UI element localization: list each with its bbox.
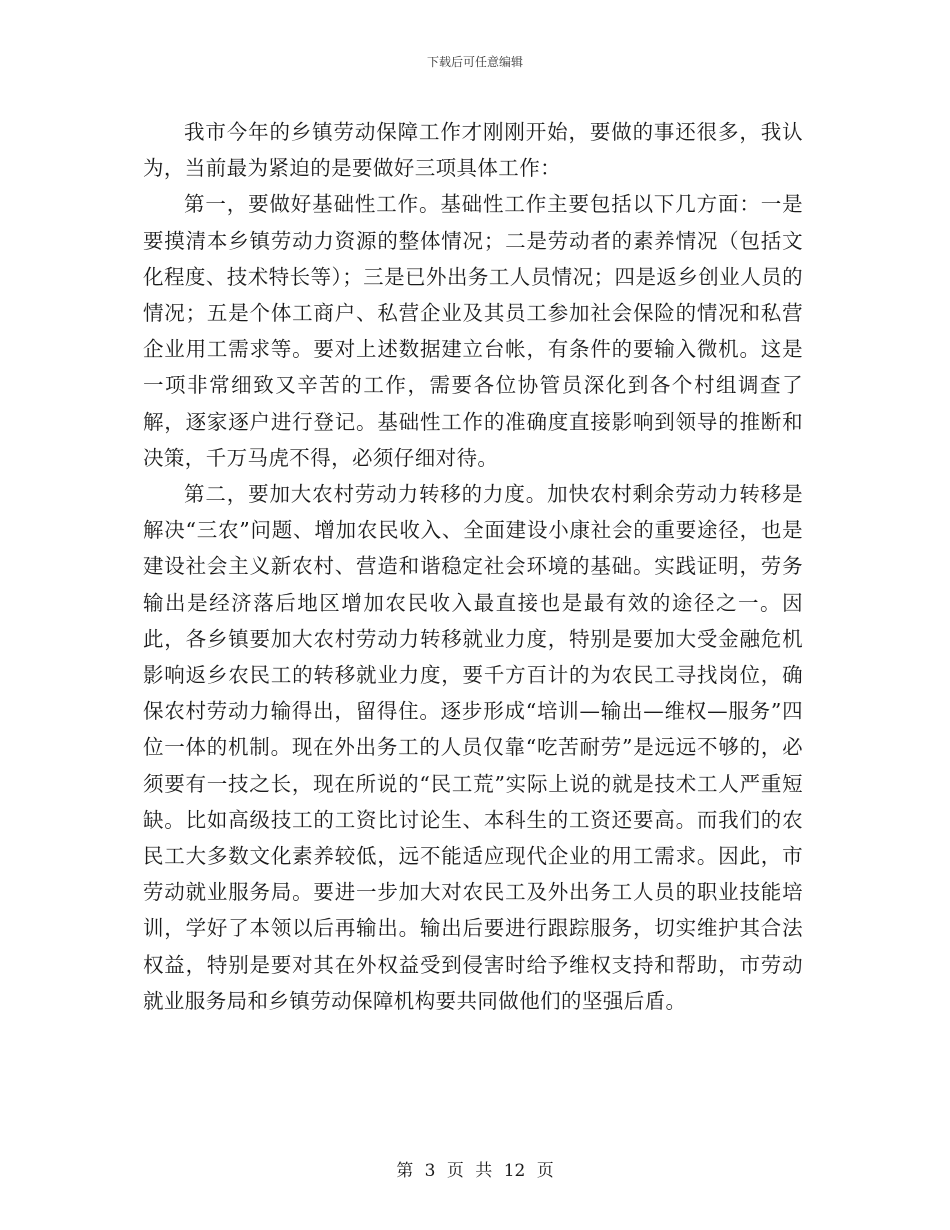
document-body — [143, 114, 803, 1019]
paragraph-second-task: 第二，要加大农村劳动力转移的力度。加快农村剩余劳动力转移是解决“三农”问题、增加农民收入、全面建设小康社会的重要途径，也是建设社会主义新农村、营造和谐稳定社会环境的基础。实践证明，劳务输出是经济落后地区增加农民收入最直接也是最有效的途径之一。因此，各乡镇要加大农村劳动力转移就业力度，特别是要加大受金融危机影响返乡农民工的转移就业力度，要千方百计的为农民工寻找岗位，确保农村劳动力输得出，留得住。逐步形成“培训—输出—维权—服务”四位一体的机制。现在外出务工的人员仅靠“吃苦耐劳”是远远不够的，必须要有一技之长，现在所说的“民工荒”实际上说的就是技术工人严重短缺。比如高级技工的工资比讨论生、本科生的工资还要高。而我们的农民工大多数文化素养较低，远不能适应现代企业的用工需求。因此，市劳动就业服务局。要进一步加大对农民工及外出务工人员的职业技能培训，学好了本领以后再输出。输出后要进行跟踪服务，切实维护其合法权益，特别是要对其在外权益受到侵害时给予维权支持和帮助，市劳动就业服务局和乡镇劳动保障机构要共同做他们的坚强后盾。 — [143, 482, 803, 1013]
page-header-note: 下载后可任意编辑 — [426, 55, 523, 69]
paragraph-intro: 我市今年的乡镇劳动保障工作才刚刚开始，要做的事还很多，我认为，当前最为紧迫的是要做好三项具体工作： — [143, 120, 803, 181]
page-number-footer: 第 3 页 共 12 页 — [396, 1161, 554, 1181]
paragraph-first-task: 第一，要做好基础性工作。基础性工作主要包括以下几方面：一是要摸清本乡镇劳动力资源的整体情况；二是劳动者的素养情况（包括文化程度、技术特长等）；三是已外出务工人员情况；四是返乡创业人员的情况；五是个体工商户、私营企业及其员工参加社会保险的情况和私营企业用工需求等。要对上述数据建立台帐，有条件的要输入微机。这是一项非常细致又辛苦的工作，需要各位协管员深化到各个村组调查了解，逐家逐户进行登记。基础性工作的准确度直接影响到领导的推断和决策，千万马虎不得，必须仔细对待。 — [143, 192, 803, 470]
